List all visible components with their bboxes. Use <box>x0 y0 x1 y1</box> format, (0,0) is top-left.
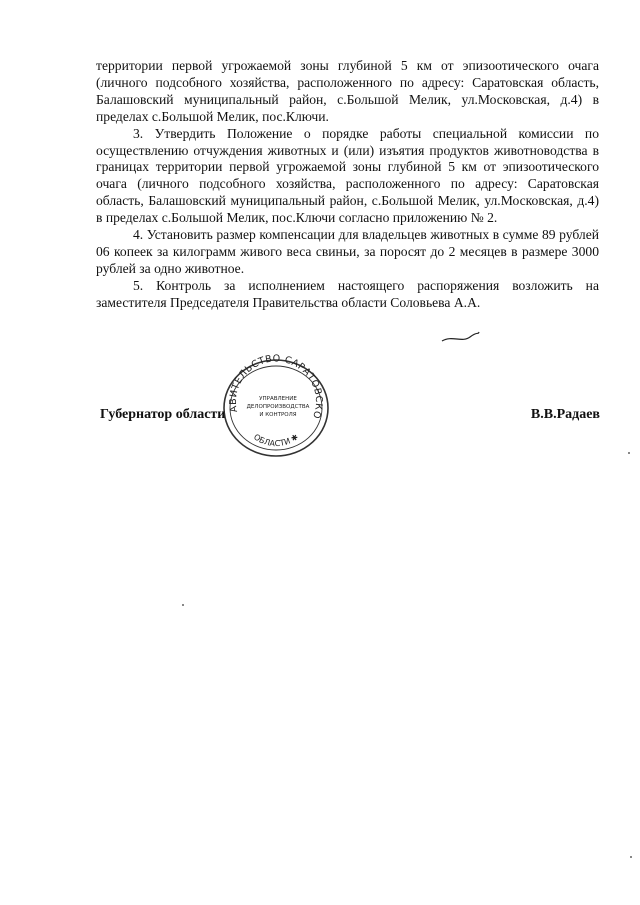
svg-text:ОБЛАСТИ ✱: ОБЛАСТИ ✱ <box>252 432 300 449</box>
svg-text:ДЕЛОПРОИЗВОДСТВА: ДЕЛОПРОИЗВОДСТВА <box>246 404 310 410</box>
signatory-name: В.В.Радаев <box>530 407 600 422</box>
svg-text:ПРАВИТЕЛЬСТВО САРАТОВСКОЙ: АВИТЕЛЬСТВО САРАТОВСКО <box>227 353 325 421</box>
paragraph-item-4: 4. Установить размер компенсации для владельцев животных в сумме 89 рублей 06 копеек за килограмм живого веса свиньи, за поросят до 2 месяцев в размере 3000 рублей за одно животное. <box>96 227 599 276</box>
scan-speck <box>628 452 630 454</box>
svg-text:И КОНТРОЛЯ: И КОНТРОЛЯ <box>259 412 297 418</box>
signature-block <box>100 407 600 427</box>
svg-text:УПРАВЛЕНИЕ: УПРАВЛЕНИЕ <box>259 396 297 402</box>
paragraph-item-5: 5. Контроль за исполнением настоящего распоряжения возложить на заместителя Председателя Правительства области Соловьева А.А. <box>96 277 599 310</box>
paragraph-item-3: 3. Утвердить Положение о порядке работы специальной комиссии по осуществлению отчуждения животных и (или) изъятия продуктов животноводства в границах территории первой угрожаемой зоны глубиной 5 км от эпизоотического очага (личного подсобного хозяйства, расположенного по адресу: Саратовская область, Балашовский муниципальный район, с.Большой Мелик, ул.Московская, д.4) в пределах с.Большой Мелик, пос.Ключи согласно приложению № 2. <box>96 125 599 226</box>
scan-speck <box>630 856 632 858</box>
document-body <box>96 58 599 312</box>
paragraph-continuation: территории первой угрожаемой зоны глубиной 5 км от эпизоотического очага (личного подсобного хозяйства, расположенного по адресу: Саратовская область, Балашовский муниципальный район, с.Большой Мелик, ул.Московская, д.4) в пределах с.Большой Мелик, пос.Ключи. <box>96 58 599 124</box>
signatory-title: Губернатор области <box>100 407 226 422</box>
scan-speck <box>182 604 184 606</box>
handwritten-mark <box>440 329 480 347</box>
